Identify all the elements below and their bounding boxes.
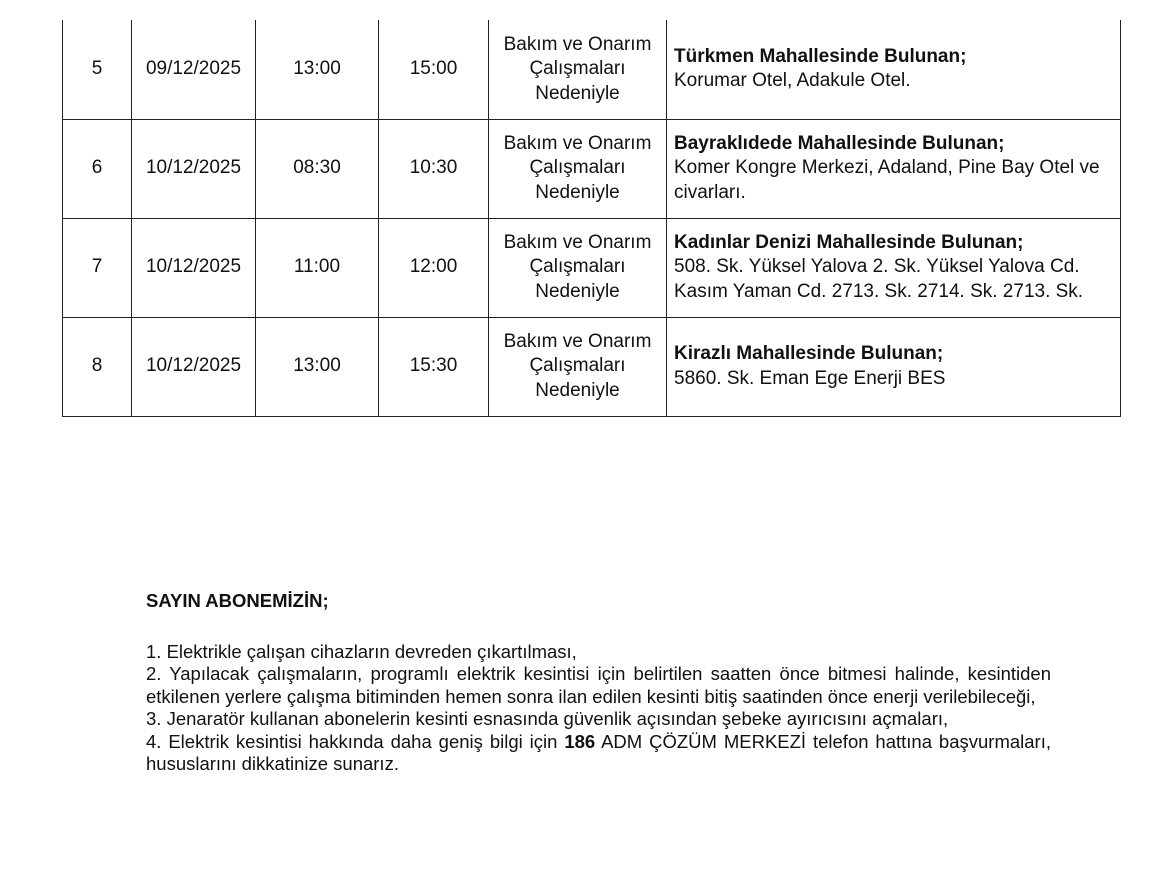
table-row <box>63 119 1121 218</box>
row-number: 5 <box>63 20 132 119</box>
table-row <box>63 20 1121 119</box>
call-center-number: 186 <box>564 730 596 752</box>
row-number: 7 <box>63 218 132 317</box>
location-heading: Kirazlı Mahallesinde Bulunan; <box>674 343 944 364</box>
end-time: 12:00 <box>379 218 489 317</box>
location-cell <box>667 119 1121 218</box>
end-time: 15:00 <box>379 20 489 119</box>
location-detail: 5860. Sk. Eman Ege Enerji BES <box>674 367 946 389</box>
notice-item-2: 2. Yapılacak çalışmaların, programlı elektrik kesintisi için belirtilen saatten önce bitmesi halinde, kesintiden etkilenen yerlere çalışma bitiminden hemen sonra ilan edilen kesinti bitiş saatinden önce enerji verilebileceği, <box>146 663 1051 707</box>
end-time: 10:30 <box>379 119 489 218</box>
outage-reason: Bakım ve Onarım Çalışmaları Nedeniyle <box>489 317 667 416</box>
row-number: 8 <box>63 317 132 416</box>
table-row <box>63 317 1121 416</box>
row-number: 6 <box>63 119 132 218</box>
outage-reason: Bakım ve Onarım Çalışmaları Nedeniyle <box>489 218 667 317</box>
notice-item-1: 1. Elektrikle çalışan cihazların devreden çıkartılması, <box>146 640 577 662</box>
outage-date: 10/12/2025 <box>132 119 256 218</box>
start-time: 13:00 <box>256 20 379 119</box>
end-time: 15:30 <box>379 317 489 416</box>
location-heading: Türkmen Mahallesinde Bulunan; <box>674 45 967 67</box>
outage-reason: Bakım ve Onarım Çalışmaları Nedeniyle <box>489 119 667 218</box>
location-cell <box>667 20 1121 119</box>
notice-item-4 <box>146 731 1051 776</box>
notice-title: SAYIN ABONEMİZİN; <box>146 590 329 611</box>
notice-item-4-suffix: ADM ÇÖZÜM MERKEZİ telefon hattına başvurmaları, hususlarını dikkatinize sunarız. <box>146 730 1051 774</box>
location-cell <box>667 218 1121 317</box>
notice-item-3: 3. Jenaratör kullanan abonelerin kesinti esnasında güvenlik açısından şebeke ayırıcısını açmaları, <box>146 708 949 729</box>
location-detail: Komer Kongre Merkezi, Adaland, Pine Bay Otel ve civarları. <box>674 157 1100 203</box>
outage-schedule-table <box>62 20 1121 417</box>
outage-date: 10/12/2025 <box>132 218 256 317</box>
location-heading: Kadınlar Denizi Mahallesinde Bulunan; <box>674 231 1024 253</box>
outage-date: 10/12/2025 <box>132 317 256 416</box>
start-time: 11:00 <box>256 218 379 317</box>
location-heading: Bayraklıdede Mahallesinde Bulunan; <box>674 132 1005 154</box>
location-detail: Korumar Otel, Adakule Otel. <box>674 70 911 92</box>
table-row <box>63 218 1121 317</box>
subscriber-notice <box>146 590 1051 776</box>
outage-reason: Bakım ve Onarım Çalışmaları Nedeniyle <box>489 20 667 119</box>
start-time: 13:00 <box>256 317 379 416</box>
location-detail: 508. Sk. Yüksel Yalova 2. Sk. Yüksel Yalova Cd. Kasım Yaman Cd. 2713. Sk. 2714. Sk. 2713. Sk. <box>674 256 1084 302</box>
outage-date: 09/12/2025 <box>132 20 256 119</box>
notice-item-4-prefix: 4. Elektrik kesintisi hakkında daha geniş bilgi için <box>146 730 565 752</box>
location-cell <box>667 317 1121 416</box>
start-time: 08:30 <box>256 119 379 218</box>
